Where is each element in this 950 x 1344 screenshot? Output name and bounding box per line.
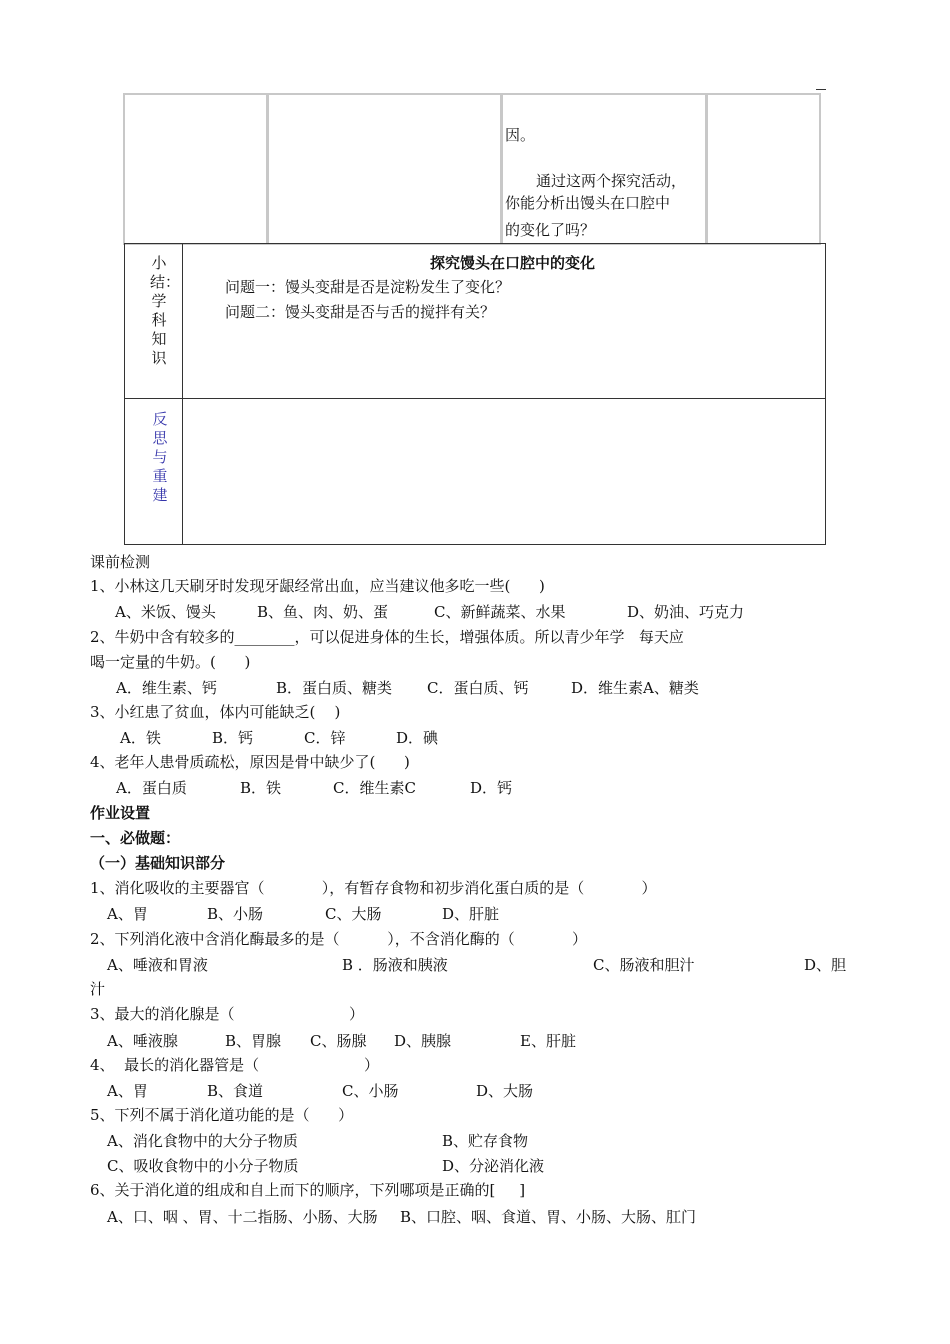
precheck-heading: 课前检测 [90, 553, 151, 571]
homework-q3-opt-e: E、肝脏 [520, 1032, 576, 1050]
precheck-q2-opt-d: D．维生素A、糖类 [571, 679, 699, 697]
precheck-q1-opt-b: B、鱼、肉、奶、蛋 [257, 603, 389, 621]
top-cell3-line-4: 的变化了吗？ [505, 221, 596, 239]
homework-q5: 5、下列不属于消化道功能的是（ ） [90, 1106, 354, 1124]
homework-q4-opt-d: D、大肠 [476, 1082, 534, 1100]
precheck-q1: 1、小林这几天刷牙时发现牙龈经常出血，应当建议他多吃一些( ) [90, 577, 545, 595]
precheck-q3-opt-c: C．锌 [304, 729, 346, 747]
homework-q1-opt-b: B、小肠 [207, 905, 264, 923]
precheck-q2-opt-c: C．蛋白质、钙 [427, 679, 529, 697]
precheck-q2-line2: 喝一定量的牛奶。( ) [90, 653, 251, 671]
homework-q5-opt-b: B、贮存食物 [442, 1132, 529, 1150]
homework-q1: 1、消化吸收的主要器官（ ），有暂存食物和初步消化蛋白质的是（ ） [90, 879, 657, 897]
summary-label: 小结：学科知识 [150, 254, 181, 367]
corner-mark [816, 89, 826, 90]
precheck-q1-opt-d: D、奶油、巧克力 [627, 603, 745, 621]
top-table-cell-1 [123, 93, 268, 245]
top-cell3-line-3: 你能分析出馒头在口腔中 [505, 194, 671, 212]
homework-q4-opt-b: B、食道 [207, 1082, 264, 1100]
precheck-q2-opt-b: B．蛋白质、糖类 [276, 679, 393, 697]
homework-q4-opt-c: C、小肠 [342, 1082, 399, 1100]
homework-q6-opt-b: B、口腔、咽、食道、胃、小肠、大肠、肛门 [400, 1208, 697, 1226]
homework-q2-opt-d: D、胆 [804, 956, 847, 974]
homework-q6-opt-a: A、口、咽 、胃、十二指肠、小肠、大肠 [107, 1208, 378, 1226]
summary-title: 探究馒头在口腔中的变化 [430, 254, 596, 272]
precheck-q1-opt-a: A、米饭、馒头 [115, 603, 216, 621]
precheck-q3-opt-b: B．钙 [212, 729, 254, 747]
precheck-q4: 4、老年人患骨质疏松，原因是骨中缺少了( ) [90, 753, 410, 771]
homework-heading: 作业设置 [90, 804, 151, 822]
homework-q1-opt-a: A、胃 [107, 905, 148, 923]
homework-q5-opt-a: A、消化食物中的大分子物质 [107, 1132, 298, 1150]
homework-q4: 4、 最长的消化器管是（ ） [90, 1056, 379, 1074]
homework-subsection-1: （一）基础知识部分 [90, 854, 226, 872]
homework-q5-opt-d: D、分泌消化液 [442, 1157, 545, 1175]
homework-q3-opt-d: D、胰腺 [394, 1032, 452, 1050]
summary-question-1: 问题一：馒头变甜是否是淀粉发生了变化？ [225, 278, 511, 296]
reflection-label: 反思与重建 [152, 410, 168, 504]
precheck-q2-line1: 2、牛奶中含有较多的________，可以促进身体的生长，增强体质。所以青少年学 每天应 [90, 628, 684, 646]
top-cell3-line-2: 通过这两个探究活动， [536, 172, 687, 190]
homework-q2-opt-b: B ．肠液和胰液 [342, 956, 448, 974]
precheck-q2-opt-a: A．维生素、钙 [116, 679, 217, 697]
precheck-q1-opt-c: C、新鲜蔬菜、水果 [434, 603, 566, 621]
homework-q1-opt-c: C、大肠 [325, 905, 382, 923]
homework-q4-opt-a: A、胃 [107, 1082, 148, 1100]
summary-question-2: 问题二：馒头变甜是否与舌的搅拌有关？ [225, 303, 496, 321]
homework-q6: 6、关于消化道的组成和自上而下的顺序，下列哪项是正确的[ ] [90, 1181, 526, 1199]
summary-table-row-divider [124, 398, 826, 399]
homework-q1-opt-d: D、肝脏 [442, 905, 500, 923]
homework-q3-opt-a: A、唾液腺 [107, 1032, 178, 1050]
precheck-q4-opt-b: B．铁 [240, 779, 282, 797]
homework-q3-opt-b: B、胃腺 [225, 1032, 282, 1050]
top-cell3-line-1: 因。 [505, 126, 536, 144]
precheck-q3-opt-a: A．铁 [120, 729, 161, 747]
summary-table-col-divider [182, 243, 183, 545]
precheck-q3-opt-d: D．碘 [396, 729, 439, 747]
homework-q2-wrap: 汁 [90, 980, 106, 998]
homework-section-1: 一、必做题： [90, 829, 181, 847]
precheck-q4-opt-a: A．蛋白质 [116, 779, 187, 797]
precheck-q3: 3、小红患了贫血，体内可能缺乏( ) [90, 703, 341, 721]
homework-q2: 2、下列消化液中含消化酶最多的是（ ），不含消化酶的（ ） [90, 930, 587, 948]
homework-q5-opt-c: C、吸收食物中的小分子物质 [107, 1157, 299, 1175]
homework-q2-opt-a: A、唾液和胃液 [107, 956, 208, 974]
top-table-cell-4 [706, 93, 821, 245]
homework-q3-opt-c: C、肠腺 [310, 1032, 367, 1050]
homework-q3: 3、最大的消化腺是（ ） [90, 1005, 364, 1023]
precheck-q4-opt-d: D．钙 [470, 779, 513, 797]
homework-q2-opt-c: C、肠液和胆汁 [593, 956, 695, 974]
top-table-cell-2 [267, 93, 502, 245]
precheck-q4-opt-c: C．维生素C [333, 779, 416, 797]
